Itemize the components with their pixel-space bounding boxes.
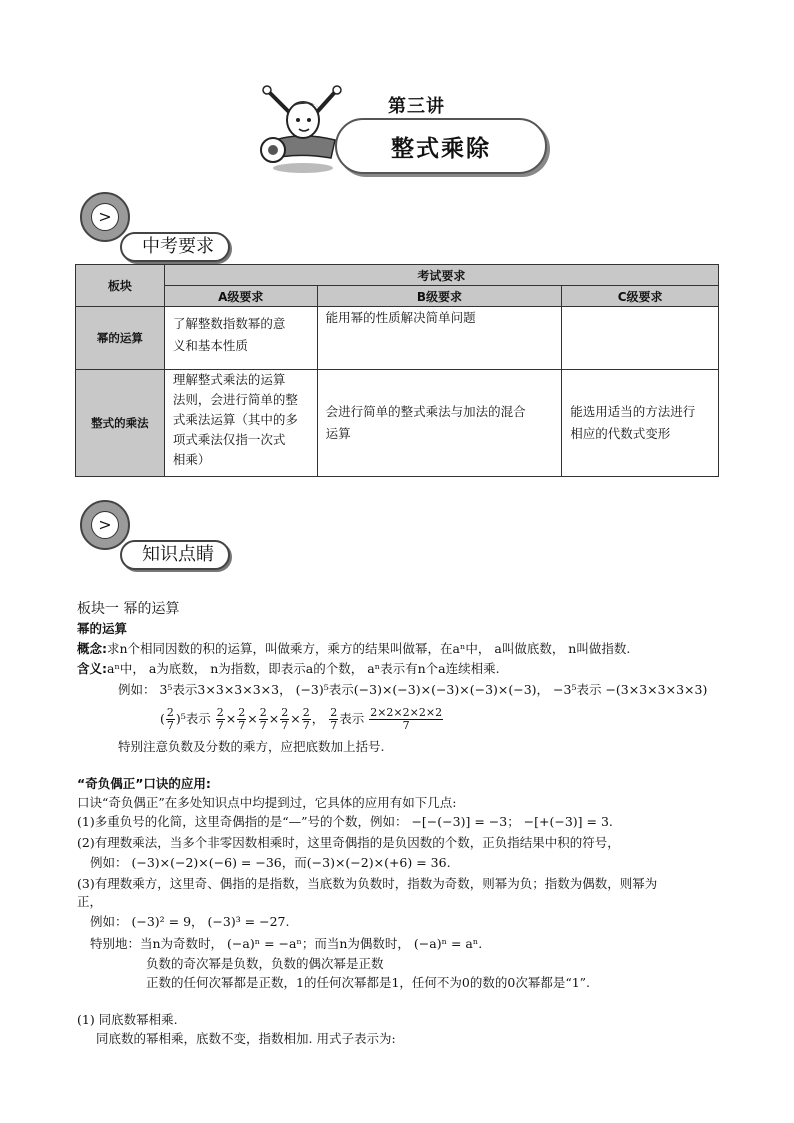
concept-text: 求n个相同因数的积的运算，叫做乘方，乘方的结果叫做幂，在aⁿ中， a叫做底数， n叫做指数.: [107, 641, 631, 656]
fraction-power: [329, 707, 338, 732]
subheading: 幂的运算: [77, 621, 128, 636]
section-badge-requirements: [80, 192, 250, 262]
lecture-number: 第三讲: [388, 96, 445, 117]
rule-3-cont: 正，: [77, 894, 103, 909]
fraction: [216, 707, 225, 732]
concept-label: 概念:: [77, 641, 107, 656]
fraction: [259, 707, 268, 732]
row-name: 幂的运算: [76, 307, 165, 370]
cell-line: 义和基本性质: [172, 338, 248, 353]
cell-a: [164, 370, 317, 477]
rule-2: (2)有理数乘法，当多个非零因数相乘时，这里奇偶指的是负因数的个数，正负指结果中积的符号，: [77, 835, 620, 850]
clock-icon: [80, 192, 130, 242]
fraction: [302, 707, 311, 732]
section-title: 中考要求: [120, 232, 230, 262]
numerator: 2: [330, 706, 338, 719]
numerator: 2: [216, 706, 224, 719]
example-line: 例如： 3⁵表示3×3×3×3×3， (−3)⁵表示(−3)×(−3)×(−3)×(−3)×(−3)， −3⁵表示 −(3×3×3×3×3): [118, 682, 708, 697]
item-1: (1) 同底数幂相乘.: [77, 1012, 178, 1027]
item-1-text: 同底数的幂相乘，底数不变，指数相加. 用式子表示为:: [96, 1031, 396, 1046]
rule-3-example: 例如： (−3)² = 9， (−3)³ = −27.: [90, 914, 290, 929]
comma: ，: [311, 711, 325, 726]
numerator: 2: [302, 706, 310, 719]
denominator: 7: [238, 719, 246, 732]
table-row: [76, 307, 719, 370]
numerator: 2: [166, 706, 174, 719]
power-label: 表示: [339, 711, 365, 726]
clock-icon: [80, 500, 130, 550]
block-title: 板块一 幂的运算: [77, 601, 180, 617]
numerator: 2: [238, 706, 246, 719]
header-a: A级要求: [164, 286, 317, 307]
fraction: [166, 707, 175, 732]
denominator: 7: [281, 719, 289, 732]
paren-open: (: [160, 711, 165, 726]
meaning-text: aⁿ中， a为底数， n为指数，即表示a的个数， aⁿ表示有n个a连续相乘.: [107, 661, 500, 676]
cell-line: 式乘法运算（其中的多: [172, 412, 298, 427]
fraction: [280, 707, 289, 732]
special-case: 特别地：当n为奇数时， (−a)ⁿ = −aⁿ；而当n为偶数时， (−a)ⁿ = aⁿ.: [90, 936, 483, 951]
fraction: [369, 707, 443, 732]
denominator: 7: [330, 719, 338, 732]
meaning-label: 含义:: [77, 661, 107, 676]
power-label: )⁵表示: [175, 711, 211, 726]
special-note-1: 负数的奇次幂是负数，负数的偶次幂是正数: [146, 956, 384, 971]
rule-3: (3)有理数乘方，这里奇、偶指的是指数，当底数为负数时，指数为奇数，则幂为负；指数为偶数，则幂为: [77, 876, 658, 891]
cell-line: 相乘）: [172, 452, 211, 467]
table-row: [76, 370, 719, 477]
cell-line: 了解整数指数幂的意: [172, 316, 286, 331]
section-badge-knowledge: [80, 500, 250, 570]
meaning-line: [77, 660, 500, 678]
concept-line: [77, 640, 630, 658]
fraction: [237, 707, 246, 732]
note-line: 特别注意负数及分数的乘方，应把底数加上括号.: [118, 739, 385, 754]
numerator: 2×2×2×2×2: [370, 706, 443, 719]
cell-line: 法则，会进行简单的整: [172, 392, 298, 407]
cell-b: [317, 307, 562, 370]
numerator: 2: [281, 706, 289, 719]
cell-line: 项式乘法仅指一次式: [172, 432, 286, 447]
cell-a: [164, 307, 317, 370]
denominator: 7: [402, 719, 410, 732]
cell-c: [562, 370, 719, 477]
numerator: 2: [259, 706, 267, 719]
lecture-title: 整式乘除: [391, 135, 491, 162]
cell-line: 运算: [325, 426, 351, 441]
mascot-illustration: [255, 82, 350, 177]
title-banner: [335, 118, 547, 174]
cell-line: 理解整式乘法的运算: [172, 372, 286, 387]
header-b: B级要求: [317, 286, 562, 307]
cell-c: [562, 307, 719, 370]
rule-2-example: 例如： (−3)×(−2)×(−6) = −36，而(−3)×(−2)×(+6) = 36.: [90, 855, 451, 870]
denominator: 7: [302, 719, 310, 732]
row-name: 整式的乘法: [76, 370, 165, 477]
chevron-right-icon: >: [91, 203, 119, 231]
header-c: C级要求: [562, 286, 719, 307]
section-title: 知识点睛: [120, 540, 230, 570]
header-exam: 考试要求: [164, 265, 718, 286]
cell-line: 能选用适当的方法进行: [570, 404, 696, 419]
cell-line: 会进行简单的整式乘法与加法的混合: [325, 404, 526, 419]
rule-intro: 口诀“奇负偶正”在多处知识点中均提到过，它具体的应用有如下几点:: [77, 795, 457, 810]
cell-line: 能用幂的性质解决简单问题: [325, 310, 476, 325]
special-note-2: 正数的任何次幂都是正数，1的任何次幂都是1，任何不为0的数的0次幂都是“1”.: [146, 975, 591, 990]
requirements-table: [75, 264, 719, 477]
fraction-example: ( $\frac{2}{7}$ )⁵表示 $\frac{2}{7}$ × $\frac{2}{7}$ × $\frac{2}{7}$ × $\frac{2}{7}$ × $\frac{2}{7}$ ， $\frac{2}{7}$ 表示 $\frac{2\times 2\times 2\times 2\times 2}{7}$: [160, 706, 443, 732]
cell-b: [317, 370, 562, 477]
denominator: 7: [216, 719, 224, 732]
chevron-right-icon: >: [91, 511, 119, 539]
cell-line: 相应的代数式变形: [570, 426, 671, 441]
denominator: 7: [166, 719, 174, 732]
rule-title: “奇负偶正”口诀的应用:: [77, 776, 211, 791]
header-block: 板块: [76, 265, 165, 307]
rule-1: (1)多重负号的化简，这里奇偶指的是“—”号的个数，例如： −[−(−3)] = −3； −[+(−3)] = 3.: [77, 814, 613, 829]
denominator: 7: [259, 719, 267, 732]
